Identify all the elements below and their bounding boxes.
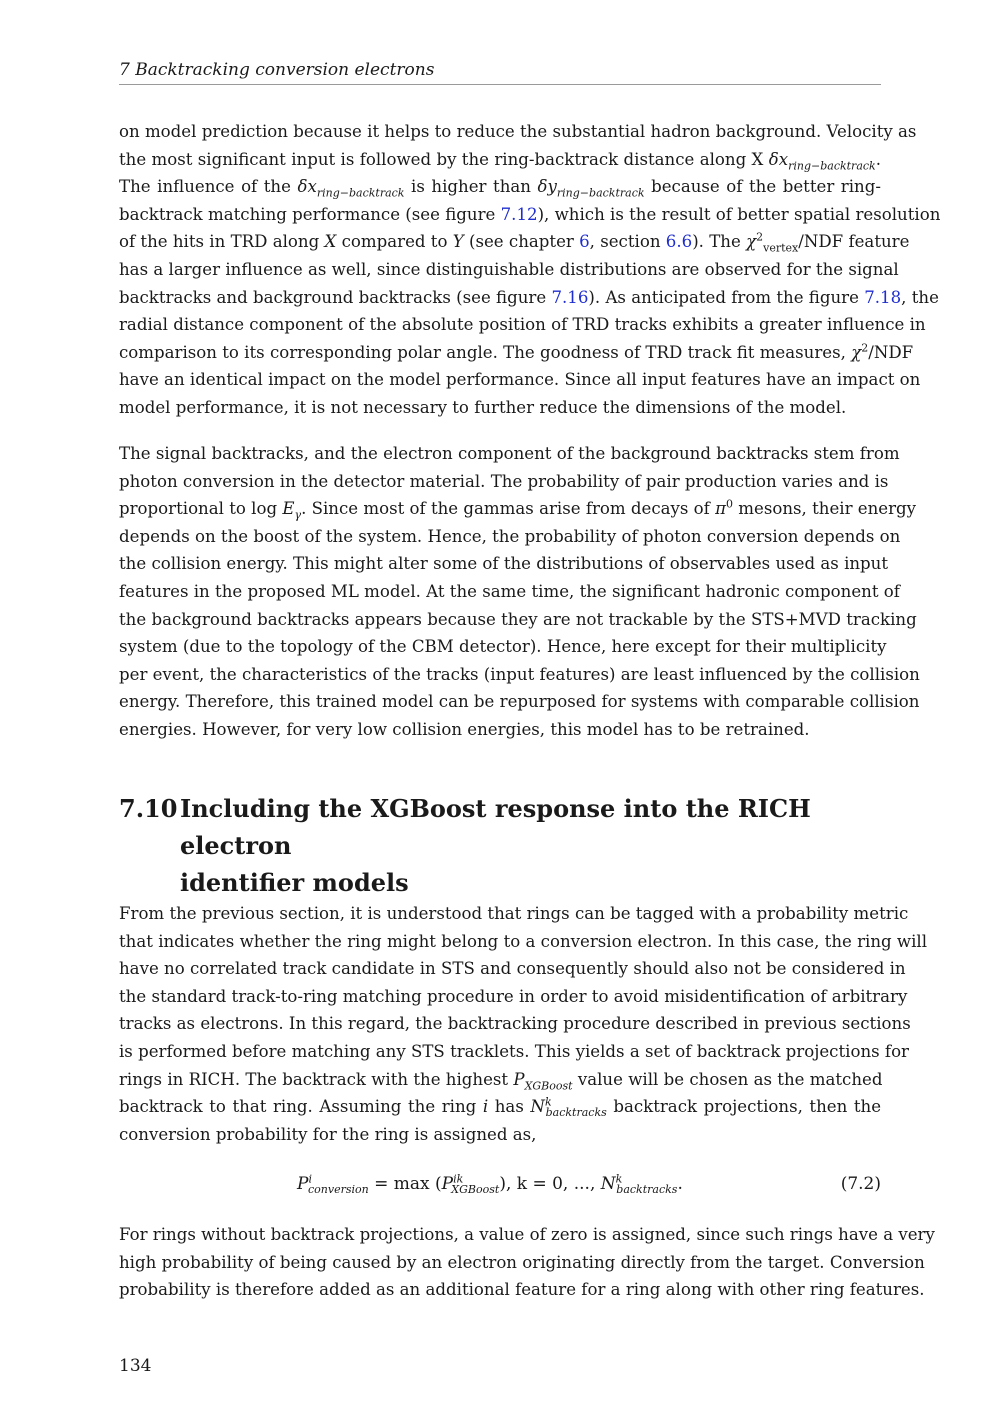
section-link[interactable]: 6.6 <box>665 232 693 252</box>
text-line: backtrack to that ring. Assuming the ring i has $N^k_{backtracks}$ backtrack projections, then the <box>119 1095 882 1120</box>
text-line: of the hits in TRD along X compared to Y (see chapter 6, section 6.6). The $\chi^2_{vertex}$/NDF feature <box>119 230 910 255</box>
chapter-link[interactable]: 6 <box>579 232 590 252</box>
equation-number: (7.2) <box>840 1174 881 1194</box>
text-line: the background backtracks appears because they are not trackable by the STS+MVD tracking <box>119 609 917 629</box>
text-line: have no correlated track candidate in STS and consequently should also not be considered in <box>119 959 906 979</box>
paragraph-photon-conversion <box>119 440 920 744</box>
text-line: the most significant input is followed by the ring-backtrack distance along X $\delta x_{ring-backtrack}$. <box>119 149 881 172</box>
paragraph-zero-probability <box>119 1221 935 1304</box>
text-line: high probability of being caused by an electron originating directly from the target. Conversion <box>119 1252 925 1272</box>
paragraph-feature-importance <box>119 118 941 422</box>
text-line: For rings without backtrack projections, a value of zero is assigned, since such rings have a very <box>119 1225 935 1244</box>
equation-body: $P^i_{conversion} = \max (P^{ik}_{XGBoost})$, k = 0, ..., $N^k_{backtracks}$. <box>297 1172 683 1197</box>
paragraph-conversion-probability <box>119 900 928 1148</box>
text-line: system (due to the topology of the CBM detector). Hence, here except for their multiplicity <box>119 637 887 657</box>
text-line: is performed before matching any STS tracklets. This yields a set of backtrack projections for <box>119 1041 909 1061</box>
section-number: 7.10 <box>119 794 178 823</box>
text-line: depends on the boost of the system. Hence, the probability of photon conversion depends on <box>119 526 901 546</box>
figure-link[interactable]: 7.16 <box>551 287 589 307</box>
text-line: rings in RICH. The backtrack with the highest $P_{XGBoost}$ value will be chosen as the matched <box>119 1069 883 1092</box>
text-line: probability is therefore added as an additional feature for a ring along with other ring features. <box>119 1280 925 1300</box>
text-line: backtrack matching performance (see figure 7.12), which is the result of better spatial resolution <box>119 204 941 224</box>
text-line: have an identical impact on the model performance. Since all input features have an impact on <box>119 370 921 390</box>
figure-link[interactable]: 7.18 <box>864 287 902 307</box>
text-line: per event, the characteristics of the tracks (input features) are least influenced by the collision <box>119 664 920 684</box>
text-line: that indicates whether the ring might belong to a conversion electron. In this case, the ring will <box>119 931 928 951</box>
text-line: comparison to its corresponding polar angle. The goodness of TRD track fit measures, $\chi^2$/NDF <box>119 341 914 362</box>
running-header: 7 Backtracking conversion electrons <box>119 58 881 85</box>
text-line: conversion probability for the ring is assigned as, <box>119 1124 537 1144</box>
text-line: tracks as electrons. In this regard, the backtracking procedure described in previous sections <box>119 1014 911 1034</box>
text-line: the collision energy. This might alter some of the distributions of observables used as input <box>119 554 889 574</box>
text-line: The signal backtracks, and the electron component of the background backtracks stem from <box>119 444 900 463</box>
text-line: on model prediction because it helps to reduce the substantial hadron background. Velocity as <box>119 122 917 141</box>
text-line: features in the proposed ML model. At the same time, the significant hadronic component of <box>119 581 900 601</box>
text-line: The influence of the $\delta x_{ring-backtrack}$ is higher than $\delta y_{ring-backtrack}$ because of the better ring- <box>119 177 881 200</box>
text-line: has a larger influence as well, since distinguishable distributions are observed for the signal <box>119 259 899 279</box>
text-line: backtracks and background backtracks (see figure 7.16). As anticipated from the figure 7.18, the <box>119 287 939 307</box>
text-line: the standard track-to-ring matching procedure in order to avoid misidentification of arbitrary <box>119 986 908 1006</box>
text-line: From the previous section, it is understood that rings can be tagged with a probability metric <box>119 904 909 923</box>
text-line: proportional to $\log E_\gamma$. Since most of the gammas arise from decays of $\pi^0$ mesons, their energy <box>119 497 917 522</box>
figure-link[interactable]: 7.12 <box>500 204 538 224</box>
section-title: Including the XGBoost response into the RICH electron identifier models <box>180 794 811 897</box>
equation-7-2 <box>119 1168 881 1200</box>
text-line: radial distance component of the absolute position of TRD tracks exhibits a greater influence in <box>119 315 926 335</box>
text-line: energy. Therefore, this trained model can be repurposed for systems with comparable collision <box>119 692 920 712</box>
text-line: energies. However, for very low collision energies, this model has to be retrained. <box>119 719 810 739</box>
text-line: photon conversion in the detector material. The probability of pair production varies and is <box>119 471 889 491</box>
page-number: 134 <box>119 1356 152 1376</box>
text-line: model performance, it is not necessary to further reduce the dimensions of the model. <box>119 397 847 417</box>
